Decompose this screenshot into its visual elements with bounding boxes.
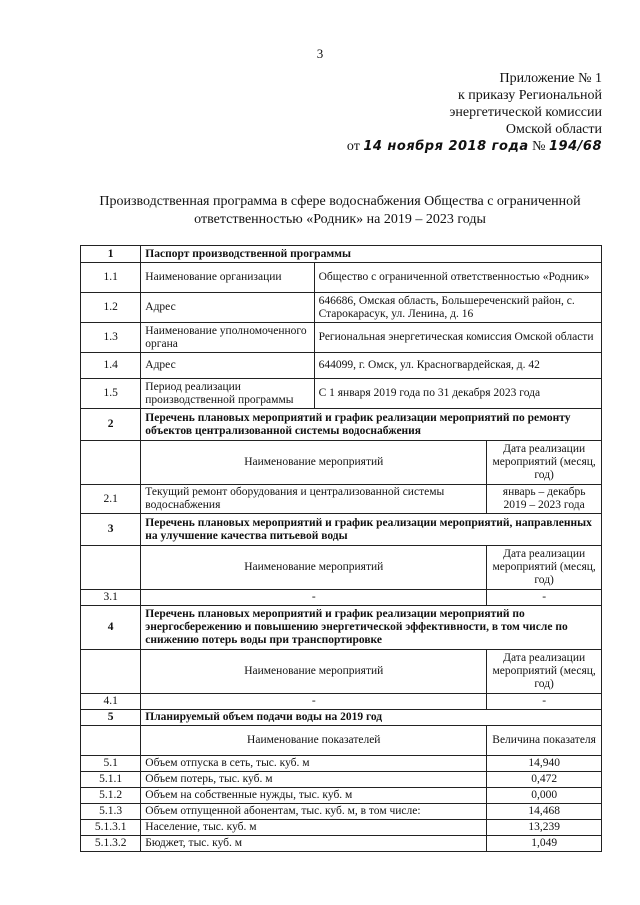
row-label: Адрес: [141, 293, 314, 323]
appendix-date-line: [347, 138, 602, 155]
table-row: [81, 772, 602, 788]
table-row: [81, 353, 602, 379]
row-number: 5.1.3.2: [81, 836, 141, 852]
row-number: 4.1: [81, 694, 141, 710]
row-date: январь – декабрь 2019 – 2023 года: [487, 485, 602, 514]
row-value: 14,468: [487, 804, 602, 820]
row-value: 1,049: [487, 836, 602, 852]
row-label: Адрес: [141, 353, 314, 379]
section-heading: Перечень плановых мероприятий и график реализации мероприятий по энергосбережению и повышению энергетической эффективности, в том числе по снижению потерь воды при транспортировке: [141, 606, 602, 650]
column-header-date: Дата реализации мероприятий (месяц, год): [487, 546, 602, 590]
column-header-date: Дата реализации мероприятий (месяц, год): [487, 441, 602, 485]
section-3-header: [81, 514, 602, 546]
table-row: [81, 694, 602, 710]
number-sign: №: [532, 139, 546, 154]
table-row: [81, 379, 602, 409]
row-value: 0,000: [487, 788, 602, 804]
row-number: 5.1.3: [81, 804, 141, 820]
section-heading: Паспорт производственной программы: [141, 246, 602, 263]
appendix-block: [347, 70, 602, 155]
row-label: Наименование организации: [141, 263, 314, 293]
row-value: 0,472: [487, 772, 602, 788]
section-4-header: [81, 606, 602, 650]
row-number: 1.5: [81, 379, 141, 409]
column-header-date: Дата реализации мероприятий (месяц, год): [487, 650, 602, 694]
row-name: Объем на собственные нужды, тыс. куб. м: [141, 788, 487, 804]
column-header-name: Наименование мероприятий: [141, 546, 487, 590]
row-value: 13,239: [487, 820, 602, 836]
column-header-row: [81, 546, 602, 590]
row-name: -: [141, 590, 487, 606]
program-table: [80, 245, 602, 852]
row-number: 5.1.1: [81, 772, 141, 788]
handwritten-number: 194/68: [549, 139, 602, 154]
table-row: [81, 590, 602, 606]
appendix-line1: Приложение № 1: [499, 71, 602, 86]
table-row: [81, 804, 602, 820]
row-date: -: [487, 694, 602, 710]
row-name: Бюджет, тыс. куб. м: [141, 836, 487, 852]
row-value: Общество с ограниченной ответственностью «Родник»: [314, 263, 601, 293]
table-row: [81, 293, 602, 323]
column-header-name: Наименование мероприятий: [141, 650, 487, 694]
row-value: 646686, Омская область, Большереченский район, с. Старокарасук, ул. Ленина, д. 16: [314, 293, 601, 323]
table-row: [81, 788, 602, 804]
column-header-row: [81, 441, 602, 485]
section-number: 3: [81, 514, 141, 546]
column-header-row: [81, 650, 602, 694]
row-label: Период реализации производственной программы: [141, 379, 314, 409]
document-title: [60, 193, 620, 229]
table-row: [81, 836, 602, 852]
row-number: 2.1: [81, 485, 141, 514]
section-heading: Планируемый объем подачи воды на 2019 год: [141, 710, 602, 726]
row-name: -: [141, 694, 487, 710]
row-number: 5.1.2: [81, 788, 141, 804]
row-number: 5.1: [81, 756, 141, 772]
title-line1: Производственная программа в сфере водоснабжения Общества с ограниченной: [99, 194, 581, 209]
row-date: -: [487, 590, 602, 606]
row-value: 644099, г. Омск, ул. Красногвардейская, д. 42: [314, 353, 601, 379]
row-name: Текущий ремонт оборудования и централизованной системы водоснабжения: [141, 485, 487, 514]
column-header-name: Наименование мероприятий: [141, 441, 487, 485]
row-label: Наименование уполномоченного органа: [141, 323, 314, 353]
row-number: 1.1: [81, 263, 141, 293]
section-number: 2: [81, 409, 141, 441]
column-header-value: Величина показателя: [487, 726, 602, 756]
row-value: Региональная энергетическая комиссия Омской области: [314, 323, 601, 353]
handwritten-date: 14 ноября 2018 года: [363, 139, 529, 154]
row-name: Объем отпущенной абонентам, тыс. куб. м, в том числе:: [141, 804, 487, 820]
table-row: [81, 756, 602, 772]
section-5-header: [81, 710, 602, 726]
appendix-from: от: [346, 139, 360, 154]
row-value: С 1 января 2019 года по 31 декабря 2023 года: [314, 379, 601, 409]
section-number: 5: [81, 710, 141, 726]
row-name: Объем отпуска в сеть, тыс. куб. м: [141, 756, 487, 772]
row-number: 3.1: [81, 590, 141, 606]
page-number: 3: [316, 46, 324, 61]
title-line2: ответственностью «Родник» на 2019 – 2023 годы: [194, 212, 486, 227]
section-2-header: [81, 409, 602, 441]
row-number: 5.1.3.1: [81, 820, 141, 836]
appendix-line2: к приказу Региональной: [457, 88, 602, 103]
row-number: 1.2: [81, 293, 141, 323]
section-number: 4: [81, 606, 141, 650]
row-value: 14,940: [487, 756, 602, 772]
section-heading: Перечень плановых мероприятий и график реализации мероприятий, направленных на улучшение качества питьевой воды: [141, 514, 602, 546]
row-number: 1.3: [81, 323, 141, 353]
appendix-line4: Омской области: [505, 122, 602, 137]
table-row: [81, 263, 602, 293]
column-header-name: Наименование показателей: [141, 726, 487, 756]
row-number: 1.4: [81, 353, 141, 379]
column-header-row: [81, 726, 602, 756]
section-1-header: [81, 246, 602, 263]
row-name: Население, тыс. куб. м: [141, 820, 487, 836]
section-number: 1: [81, 246, 141, 263]
section-heading: Перечень плановых мероприятий и график реализации мероприятий по ремонту объектов централизованной системы водоснабжения: [141, 409, 602, 441]
appendix-line3: энергетической комиссии: [449, 105, 602, 120]
row-name: Объем потерь, тыс. куб. м: [141, 772, 487, 788]
table-row: [81, 485, 602, 514]
table-row: [81, 820, 602, 836]
table-row: [81, 323, 602, 353]
